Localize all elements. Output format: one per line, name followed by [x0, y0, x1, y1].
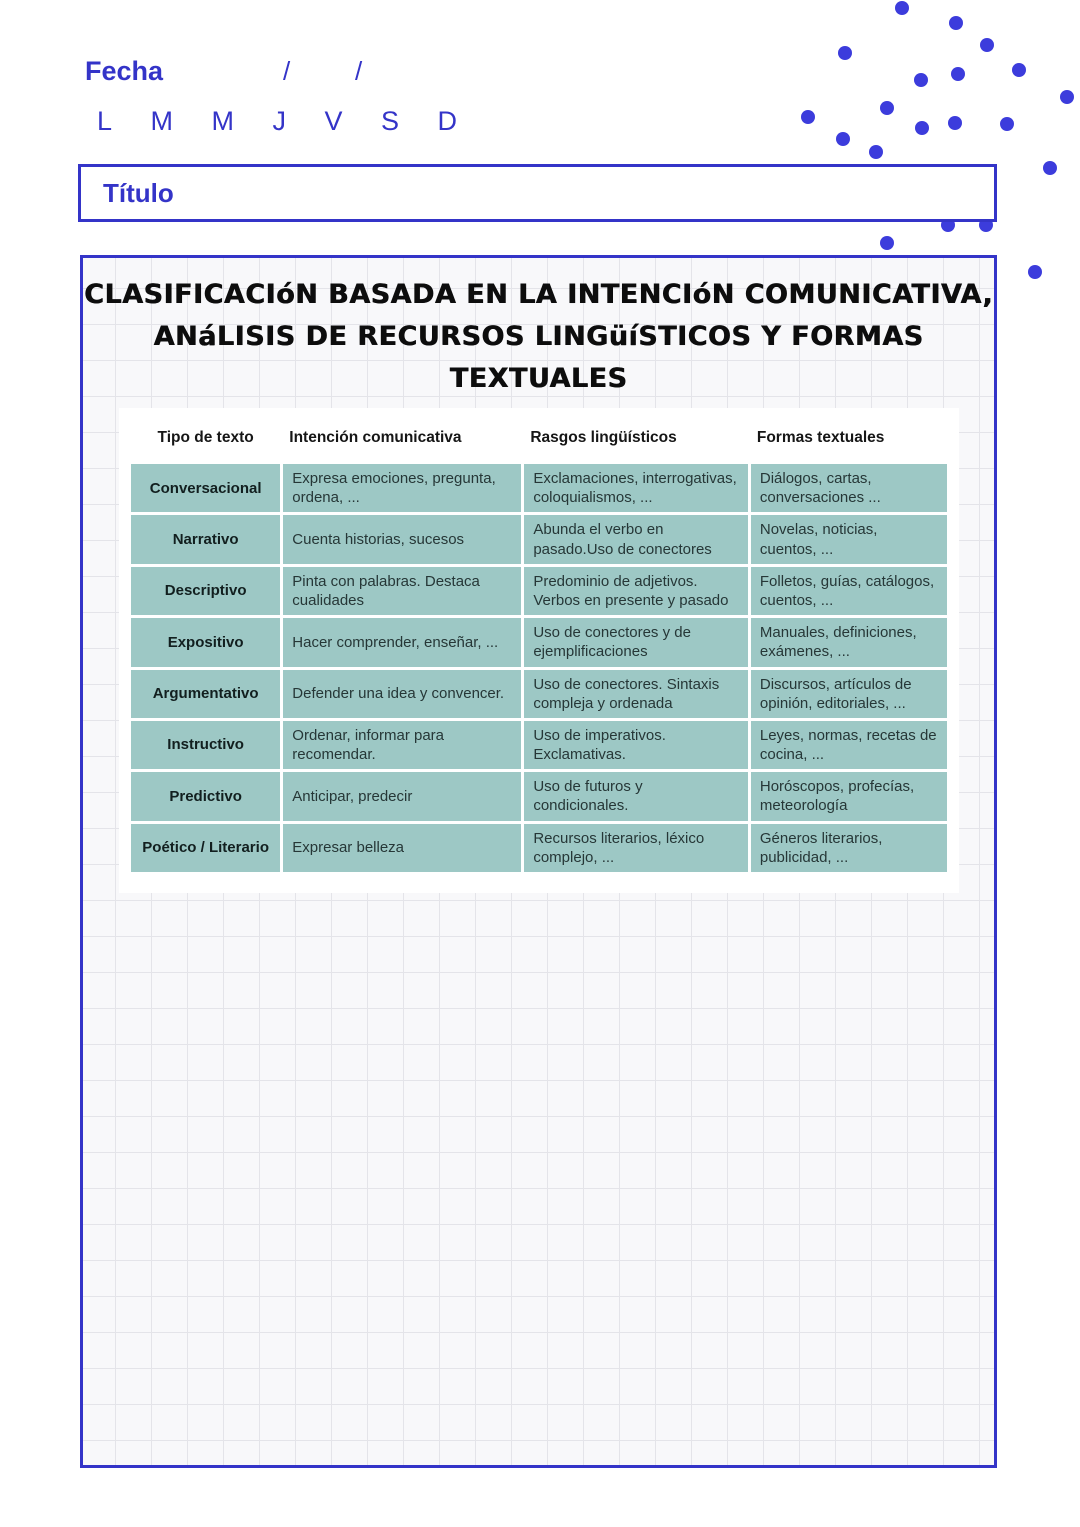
titulo-box[interactable]: [78, 164, 997, 222]
weekday-letter-6[interactable]: S: [380, 106, 399, 136]
blue-dot-icon: [1028, 265, 1042, 279]
table-row: [131, 721, 947, 769]
blue-dot-icon: [880, 236, 894, 250]
rasgos-cell: Uso de futuros y condicionales.: [524, 772, 748, 820]
blue-dot-icon: [980, 38, 994, 52]
rasgos-cell: Exclamaciones, interrogativas, coloquialismos, ...: [524, 464, 748, 512]
formas-cell: Discursos, artículos de opinión, editoriales, ...: [751, 670, 947, 718]
rasgos-cell: Uso de conectores. Sintaxis compleja y ordenada: [524, 670, 748, 718]
blue-dot-icon: [880, 101, 894, 115]
note-title: [83, 258, 994, 400]
intencion-cell: Pinta con palabras. Destaca cualidades: [283, 567, 521, 615]
rasgos-cell: Recursos literarios, léxico complejo, ...: [524, 824, 748, 872]
formas-cell: Folletos, guías, catálogos, cuentos, ...: [751, 567, 947, 615]
row-label-cell: Descriptivo: [131, 567, 280, 615]
table-row: [131, 670, 947, 718]
blue-dot-icon: [895, 1, 909, 15]
table-row: [131, 772, 947, 820]
note-title-line-3: TEXTUALES: [449, 363, 628, 394]
blue-dot-icon: [951, 67, 965, 81]
weekday-letter-4[interactable]: J: [272, 106, 286, 136]
formas-cell: Manuales, definiciones, exámenes, ...: [751, 618, 947, 666]
blue-dot-icon: [1043, 161, 1057, 175]
weekday-letter-3[interactable]: M: [211, 106, 234, 136]
row-label-cell: Argumentativo: [131, 670, 280, 718]
blue-dot-icon: [869, 145, 883, 159]
table-header-row: [131, 417, 947, 461]
intencion-cell: Expresa emociones, pregunta, ordena, ...: [283, 464, 521, 512]
blue-dot-icon: [1060, 90, 1074, 104]
date-slash-2: /: [355, 56, 363, 86]
intencion-cell: Expresar belleza: [283, 824, 521, 872]
table-row: [131, 464, 947, 512]
intencion-cell: Anticipar, predecir: [283, 772, 521, 820]
weekday-letter-7[interactable]: D: [437, 106, 457, 136]
row-label-cell: Conversacional: [131, 464, 280, 512]
blue-dot-icon: [1012, 63, 1026, 77]
formas-cell: Leyes, normas, recetas de cocina, ...: [751, 721, 947, 769]
text-types-table: [128, 414, 950, 875]
formas-cell: Diálogos, cartas, conversaciones ...: [751, 464, 947, 512]
header-intencion-comunicativa: Intención comunicativa: [283, 417, 521, 461]
note-box: [80, 255, 997, 1468]
intencion-cell: Ordenar, informar para recomendar.: [283, 721, 521, 769]
fecha-label: Fecha: [85, 56, 164, 86]
weekday-row: [97, 106, 457, 137]
table-row: [131, 567, 947, 615]
weekday-letter-5[interactable]: V: [324, 106, 343, 136]
formas-cell: Horóscopos, profecías, meteorología: [751, 772, 947, 820]
header-tipo-de-texto: Tipo de texto: [131, 417, 280, 461]
note-title-line-1: CLASIFICACIóN BASADA EN LA INTENCIóN COMUNICATIVA,: [84, 279, 993, 310]
rasgos-cell: Abunda el verbo en pasado.Uso de conectores: [524, 515, 748, 563]
weekday-letter-2[interactable]: M: [150, 106, 174, 136]
row-label-cell: Instructivo: [131, 721, 280, 769]
note-title-line-2: ANáLISIS DE RECURSOS LINGüíSTICOS Y FORMAS: [153, 321, 924, 352]
row-label-cell: Expositivo: [131, 618, 280, 666]
blue-dot-icon: [836, 132, 850, 146]
intencion-cell: Cuenta historias, sucesos: [283, 515, 521, 563]
rasgos-cell: Predominio de adjetivos. Verbos en presente y pasado: [524, 567, 748, 615]
rasgos-cell: Uso de imperativos. Exclamativas.: [524, 721, 748, 769]
table-row: [131, 824, 947, 872]
weekday-letter-1[interactable]: L: [97, 106, 113, 136]
blue-dot-icon: [801, 110, 815, 124]
blue-dot-icon: [838, 46, 852, 60]
blue-dot-icon: [948, 116, 962, 130]
intencion-cell: Defender una idea y convencer.: [283, 670, 521, 718]
table-row: [131, 618, 947, 666]
table-row: [131, 515, 947, 563]
blue-dot-icon: [1000, 117, 1014, 131]
formas-cell: Novelas, noticias, cuentos, ...: [751, 515, 947, 563]
formas-cell: Géneros literarios, publicidad, ...: [751, 824, 947, 872]
intencion-cell: Hacer comprender, enseñar, ...: [283, 618, 521, 666]
row-label-cell: Poético / Literario: [131, 824, 280, 872]
titulo-label: Título: [103, 177, 174, 208]
header-formas-textuales: Formas textuales: [751, 417, 947, 461]
blue-dot-icon: [915, 121, 929, 135]
row-label-cell: Narrativo: [131, 515, 280, 563]
rasgos-cell: Uso de conectores y de ejemplificaciones: [524, 618, 748, 666]
header-rasgos-linguisticos: Rasgos lingüísticos: [524, 417, 748, 461]
blue-dot-icon: [949, 16, 963, 30]
blue-dot-icon: [914, 73, 928, 87]
date-slash-1: /: [283, 56, 291, 86]
table-panel: [119, 408, 959, 893]
row-label-cell: Predictivo: [131, 772, 280, 820]
